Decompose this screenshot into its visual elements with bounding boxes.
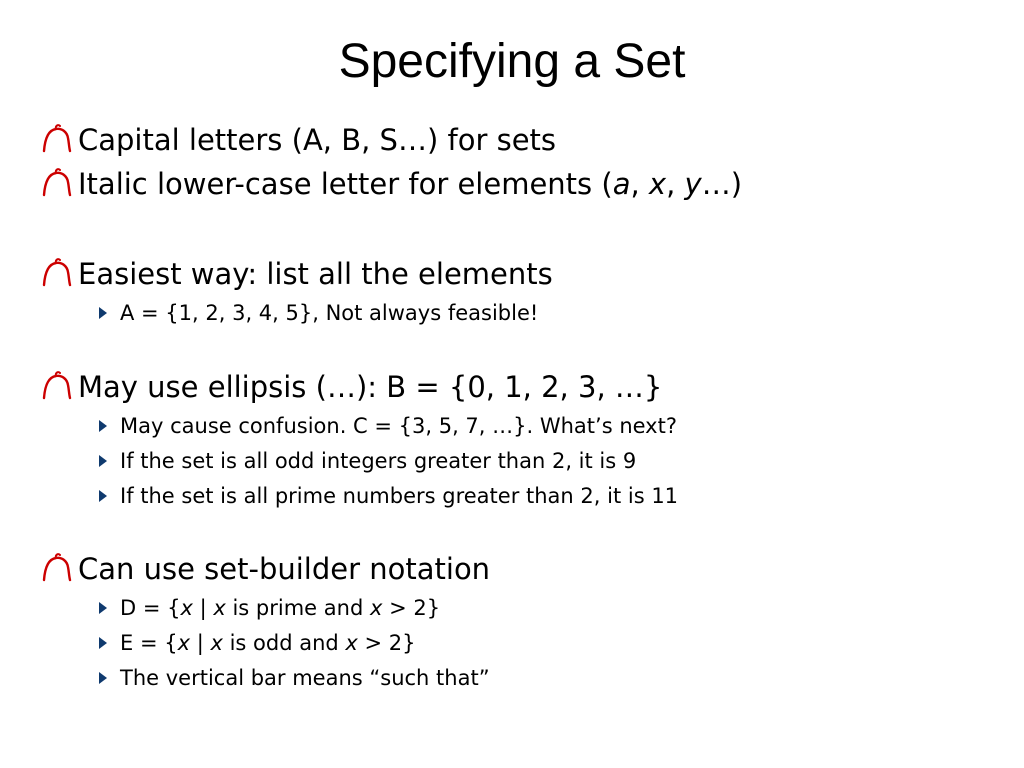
set-variable: x (345, 631, 358, 655)
sub-bullet-text: If the set is all prime numbers greater than 2, it is 11 (120, 484, 679, 508)
set-builder-part: | (192, 596, 214, 620)
bullet-text-suffix: …) (701, 167, 743, 201)
set-builder-part: | (190, 631, 211, 655)
bullet-text: Can use set-builder notation (78, 552, 491, 586)
bullet-item (40, 162, 1000, 206)
sub-bullet-item (40, 444, 1000, 479)
triangle-right-icon (99, 420, 107, 432)
element-variable: x (648, 167, 667, 201)
sub-bullet-item (40, 591, 1000, 626)
bullet-item (40, 252, 1000, 296)
element-variable: y (684, 167, 702, 201)
set-builder-part: > 2} (382, 596, 441, 620)
set-builder-part: D = { (120, 596, 181, 620)
triangle-right-icon (99, 490, 107, 502)
set-variable: x (180, 596, 193, 620)
curl-bullet-icon (40, 124, 74, 154)
triangle-right-icon (99, 307, 107, 319)
sub-bullet-text: A = {1, 2, 3, 4, 5}, Not always feasible! (120, 301, 539, 325)
triangle-right-icon (99, 637, 107, 649)
set-builder-part: is prime and (225, 596, 370, 620)
curl-bullet-icon (40, 168, 74, 198)
separator: , (630, 167, 649, 201)
slide-title: Specifying a Set (338, 35, 686, 88)
sub-bullet-item (40, 626, 1000, 661)
triangle-right-icon (99, 672, 107, 684)
bullet-text: Capital letters (A, B, S…) for sets (78, 123, 557, 157)
bullet-text: May use ellipsis (…): B = {0, 1, 2, 3, …} (78, 370, 663, 404)
bullet-item (40, 118, 1000, 162)
sub-bullet-text: The vertical bar means “such that” (120, 666, 490, 690)
separator: , (666, 167, 685, 201)
curl-bullet-icon (40, 371, 74, 401)
set-variable: x (369, 596, 383, 620)
bullet-text: Easiest way: list all the elements (78, 257, 553, 291)
triangle-right-icon (99, 455, 107, 467)
triangle-right-icon (99, 602, 107, 614)
sub-bullet-item (40, 479, 1000, 514)
set-variable: x (177, 631, 191, 655)
slide-body (40, 118, 1000, 696)
set-builder-part: is odd and (222, 631, 346, 655)
curl-bullet-icon (40, 553, 74, 583)
sub-bullet-text: If the set is all odd integers greater than 2, it is 9 (120, 449, 637, 473)
sub-bullet-item (40, 661, 1000, 696)
sub-bullet-item (40, 409, 1000, 444)
set-builder-part: > 2} (357, 631, 416, 655)
set-builder-part: E = { (120, 631, 178, 655)
bullet-text-prefix: Italic lower-case letter for elements ( (78, 167, 613, 201)
bullet-item (40, 365, 1000, 409)
bullet-item (40, 547, 1000, 591)
element-variable: a (612, 167, 631, 201)
sub-bullet-text: May cause confusion. C = {3, 5, 7, …}. What’s next? (120, 414, 677, 438)
sub-bullet-item (40, 296, 1000, 331)
curl-bullet-icon (40, 258, 74, 288)
set-variable: x (210, 631, 223, 655)
set-variable: x (213, 596, 226, 620)
